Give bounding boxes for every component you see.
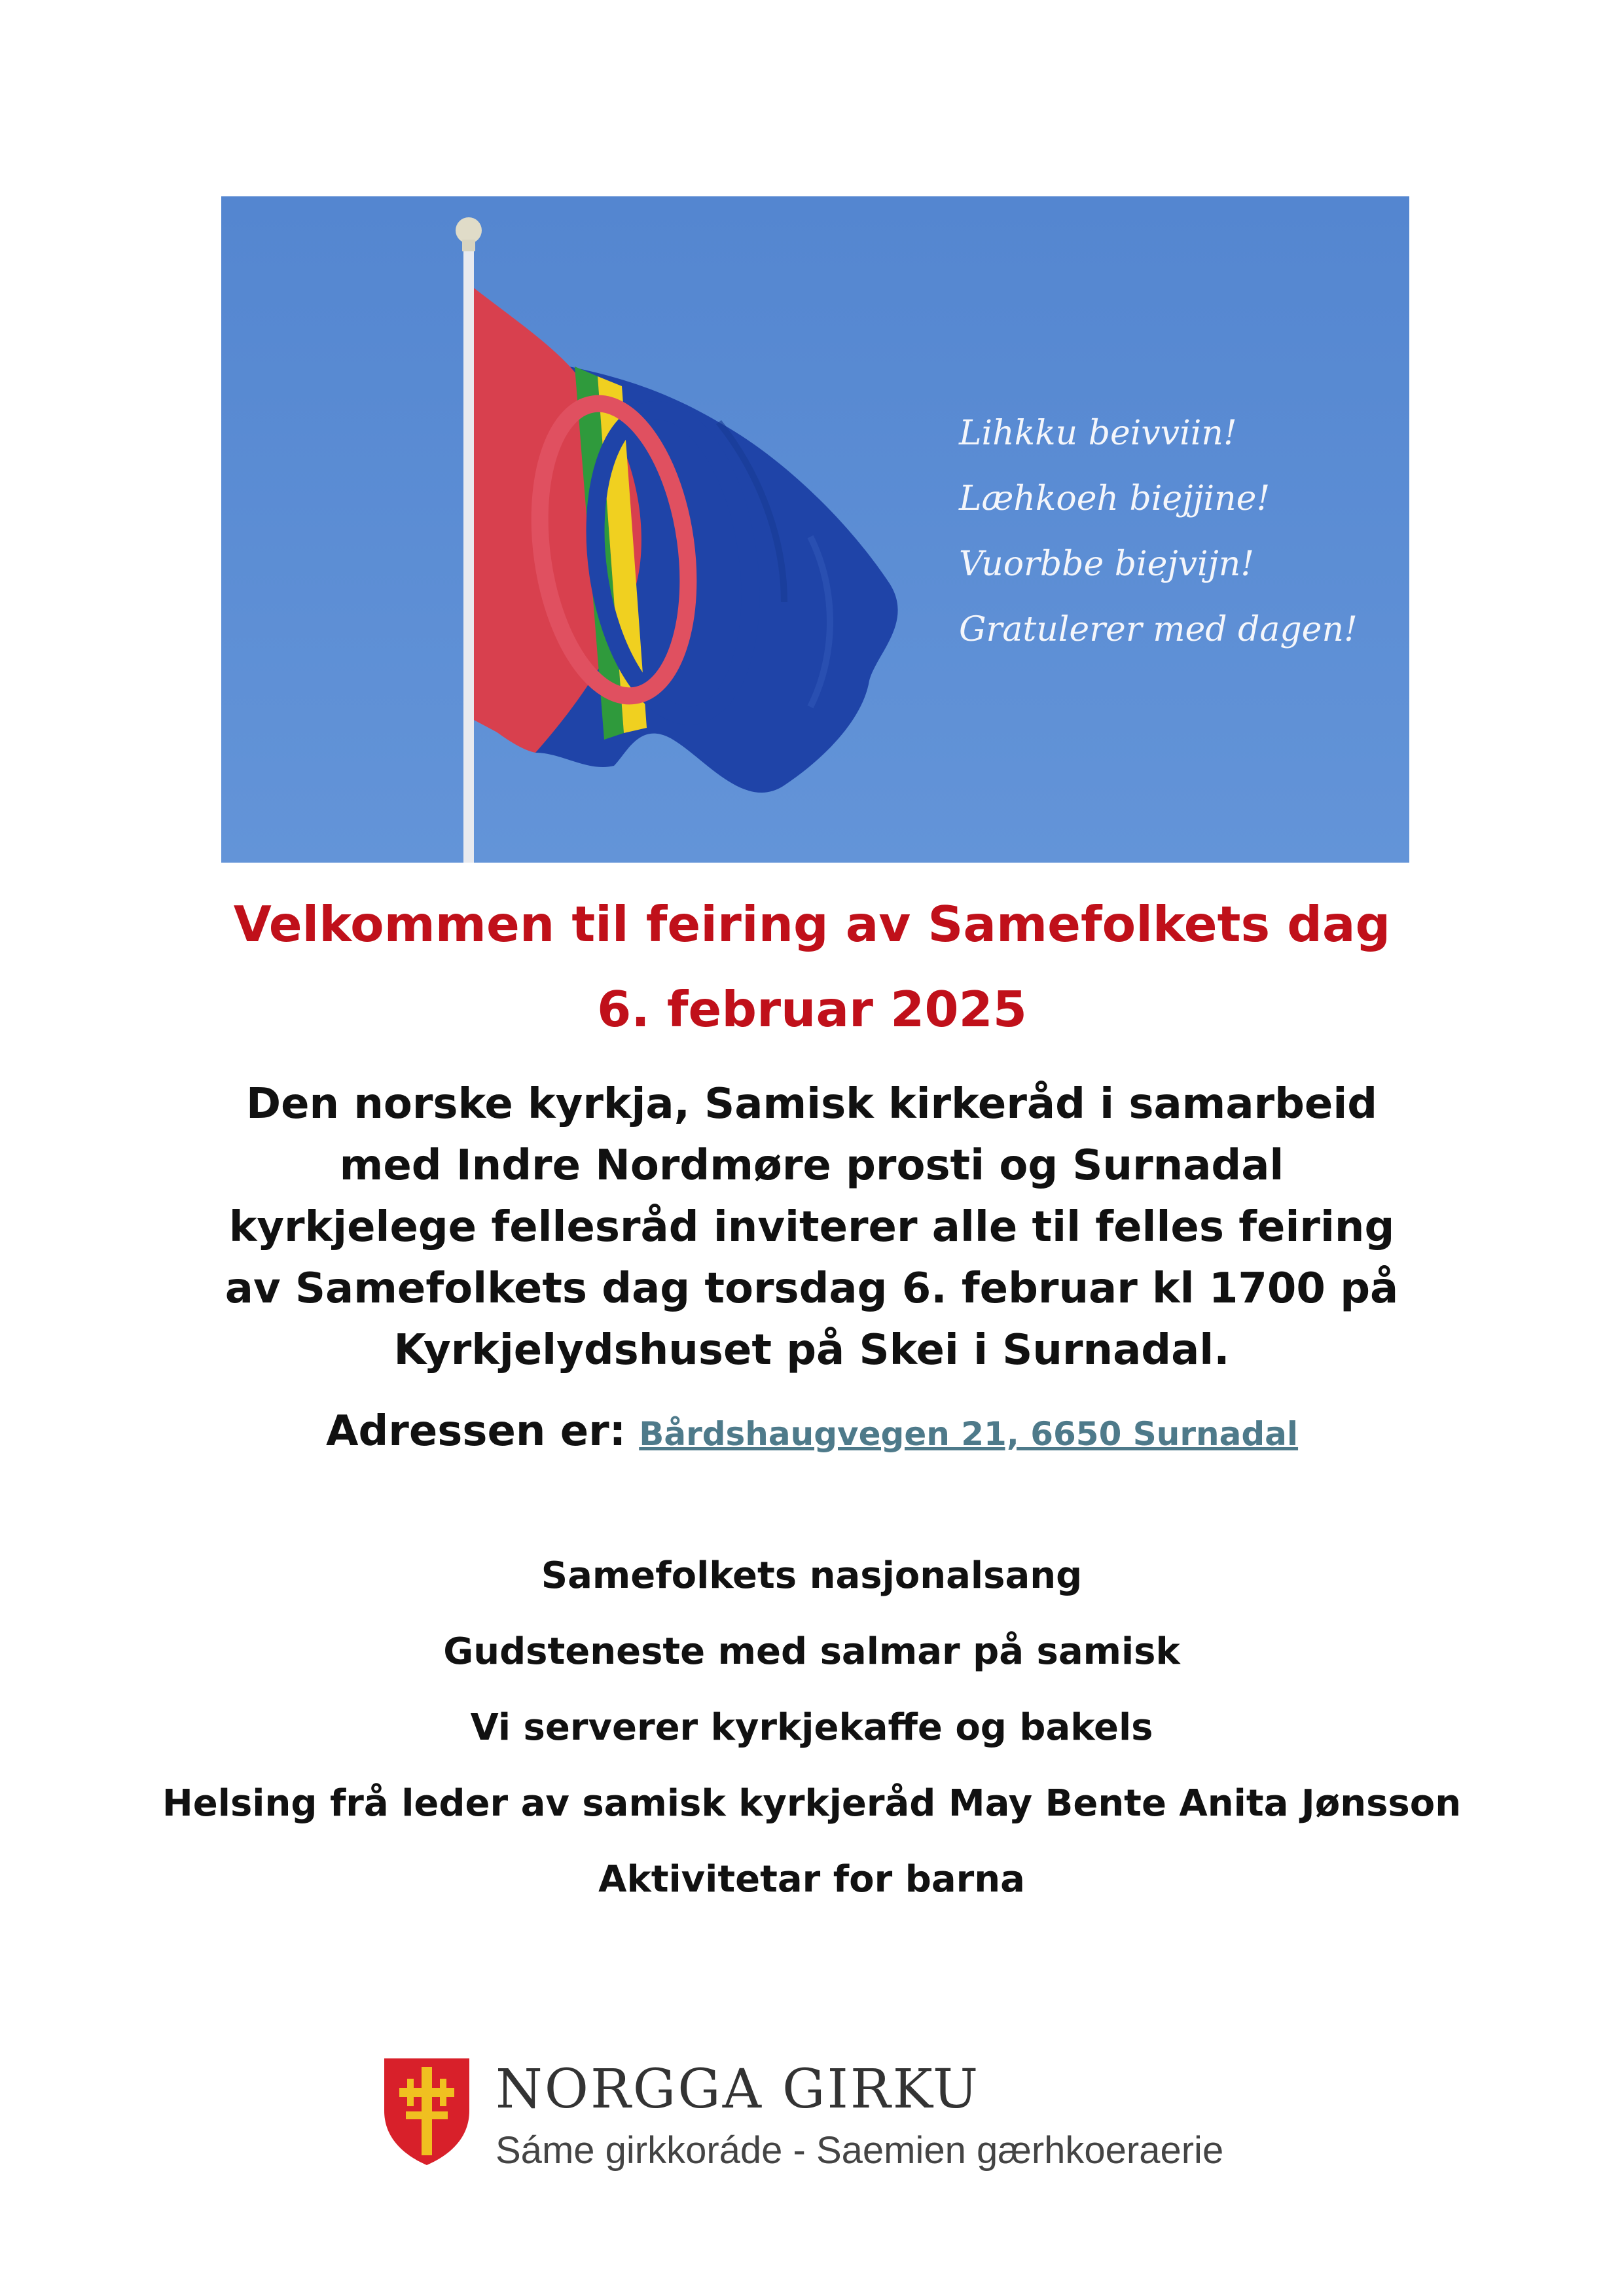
greeting-text xyxy=(959,401,1391,662)
program-item: Samefolkets nasjonalsang xyxy=(541,1554,1083,1597)
flag-pole xyxy=(463,242,474,863)
greeting-line: Lihkku beivviin! xyxy=(959,414,1237,453)
page-title: Velkommen til feiring av Samefolkets dag xyxy=(233,895,1391,953)
address-label: Adressen er: xyxy=(325,1407,626,1456)
address-link[interactable]: Bårdshaugvegen 21, 6650 Surnadal xyxy=(639,1415,1299,1453)
program-item: Gudsteneste med salmar på samisk xyxy=(443,1630,1180,1673)
invitation-line: kyrkjelege fellesråd inviterer alle til felles feiring xyxy=(228,1203,1395,1251)
invitation-line: med Indre Nordmøre prosti og Surnadal xyxy=(339,1141,1284,1190)
invitation-line: Den norske kyrkja, Samisk kirkeråd i samarbeid xyxy=(245,1080,1378,1128)
organization-name: NORGGA GIRKU xyxy=(496,2058,981,2121)
program-item: Vi serverer kyrkjekaffe og bakels xyxy=(470,1706,1153,1749)
program-item: Aktivitetar for barna xyxy=(598,1858,1025,1901)
program-item: Helsing frå leder av samisk kyrkjeråd May Bente Anita Jønsson xyxy=(162,1782,1462,1825)
organization-logo xyxy=(381,2055,1232,2173)
greeting-line: Vuorbbe biejvijn! xyxy=(959,545,1255,584)
invitation-text xyxy=(157,1073,1466,1381)
address-line xyxy=(0,1407,1624,1456)
hero-image xyxy=(221,196,1409,863)
event-date: 6. februar 2025 xyxy=(597,980,1027,1038)
invitation-line: Kyrkjelydshuset på Skei i Surnadal. xyxy=(393,1326,1230,1374)
program-list xyxy=(157,1554,1466,1934)
organization-subtitle: Sáme girkkoráde - Saemien gærhkoeraerie xyxy=(496,2129,1224,2172)
invitation-line: av Samefolkets dag torsdag 6. februar kl 1700 på xyxy=(225,1265,1399,1313)
greeting-line: Gratulerer med dagen! xyxy=(959,610,1358,649)
church-cross-shield-icon xyxy=(381,2055,473,2166)
greeting-line: Læhkoeh biejjine! xyxy=(959,479,1271,518)
